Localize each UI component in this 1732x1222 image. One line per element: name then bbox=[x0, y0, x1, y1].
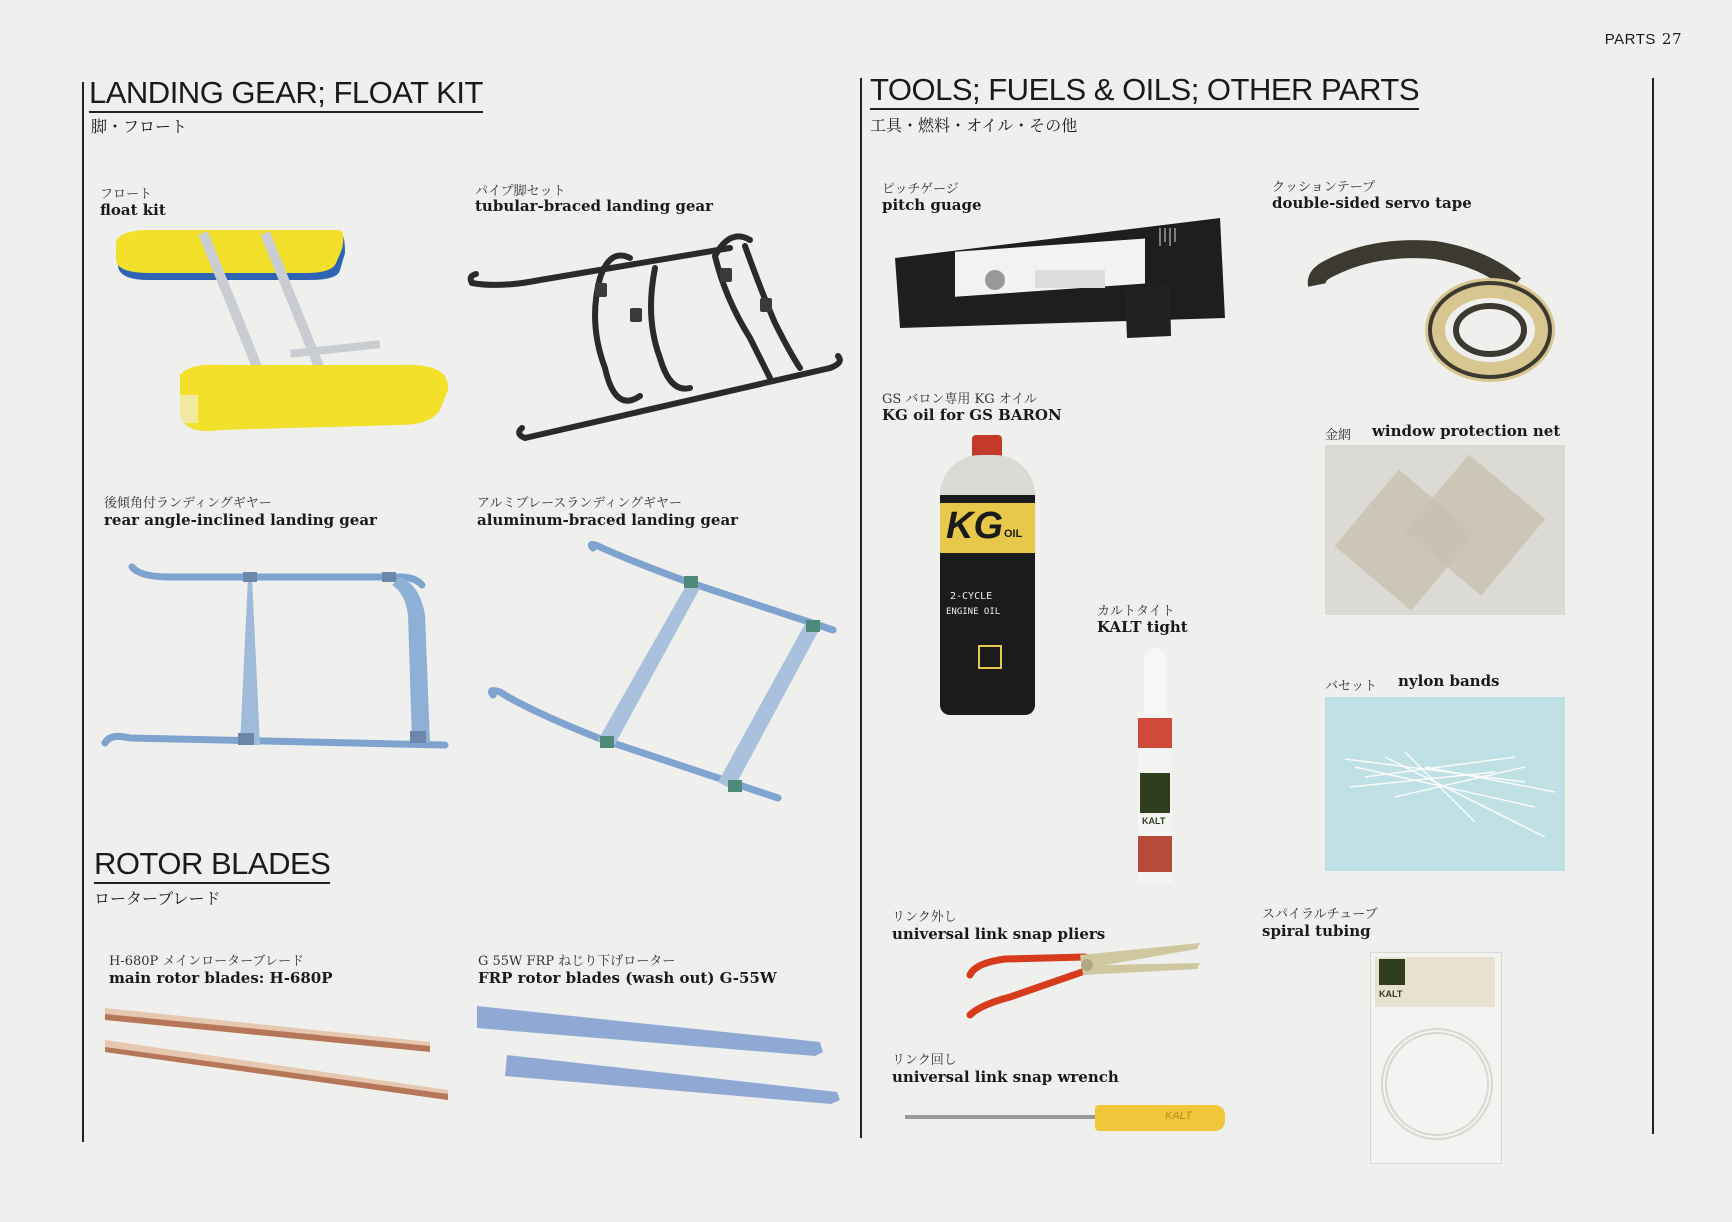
oil-can-logo bbox=[978, 645, 1002, 669]
pitch-gauge-image bbox=[895, 218, 1225, 343]
kg-oil-caption-en: KG oil for GS BARON bbox=[882, 406, 1062, 424]
wrench-label: KALT bbox=[1165, 1110, 1192, 1122]
nylon-bands-image bbox=[1325, 697, 1565, 871]
protection-net-caption-en: window protection net bbox=[1372, 422, 1561, 440]
left-margin-rule bbox=[82, 82, 84, 1142]
page-number: 27 bbox=[1661, 30, 1682, 48]
snap-wrench-image bbox=[905, 1103, 1225, 1133]
kalt-tight-caption-jp: カルトタイト bbox=[1097, 604, 1175, 619]
main-rotor-caption-en: main rotor blades: H-680P bbox=[109, 969, 333, 987]
spiral-coil bbox=[1381, 1028, 1493, 1140]
spiral-tubing-caption-en: spiral tubing bbox=[1262, 922, 1371, 940]
frp-rotor-caption-jp: G 55W FRP ねじり下げローター bbox=[478, 954, 676, 969]
landing-gear-title: LANDING GEAR; FLOAT KIT bbox=[89, 76, 483, 113]
pack-logo bbox=[1379, 959, 1405, 985]
snap-wrench-caption-jp: リンク回し bbox=[892, 1053, 957, 1068]
right-margin-rule bbox=[1652, 78, 1654, 1134]
rotor-blades-title: ROTOR BLADES bbox=[94, 847, 330, 884]
spiral-tubing-pack bbox=[1370, 952, 1502, 1164]
aluminum-gear-caption-en: aluminum-braced landing gear bbox=[477, 511, 739, 529]
protection-net-caption-jp: 金網 bbox=[1325, 428, 1352, 443]
nylon-bands-caption-jp: バセット bbox=[1325, 679, 1378, 694]
pitch-gauge-caption-jp: ピッチゲージ bbox=[882, 182, 959, 197]
snap-wrench-caption-en: universal link snap wrench bbox=[892, 1068, 1119, 1086]
kalt-tight-caption-en: KALT tight bbox=[1097, 618, 1188, 636]
tubular-gear-image bbox=[470, 228, 850, 448]
tube-red-band-2 bbox=[1138, 836, 1172, 872]
oil-sub-label: OIL bbox=[1004, 528, 1023, 540]
frp-rotor-caption-en: FRP rotor blades (wash out) G-55W bbox=[478, 969, 777, 987]
aluminum-gear-image bbox=[488, 540, 848, 810]
main-rotor-blades-image bbox=[100, 1000, 460, 1105]
wrench-shaft bbox=[905, 1115, 1095, 1119]
kalt-tight-label: KALT bbox=[1142, 816, 1166, 826]
pitch-gauge-caption-en: pitch guage bbox=[882, 196, 982, 214]
oil-brand-label: KG bbox=[946, 505, 1003, 547]
oil-can-cap bbox=[972, 435, 1002, 457]
kg-oil-caption-jp: GS バロン専用 KG オイル bbox=[882, 392, 1038, 407]
spiral-pack-label: KALT bbox=[1379, 989, 1403, 999]
rotor-blades-subtitle: ローターブレード bbox=[94, 889, 221, 908]
wrench-handle bbox=[1095, 1105, 1225, 1131]
servo-tape-caption-jp: クッションテープ bbox=[1272, 180, 1376, 195]
kalt-tight-tube bbox=[1138, 648, 1172, 883]
tools-subtitle: 工具・燃料・オイル・その他 bbox=[870, 116, 1078, 135]
tube-red-band bbox=[1138, 718, 1172, 748]
tubular-gear-caption-jp: パイプ脚セット bbox=[475, 184, 566, 199]
float-kit-image bbox=[110, 225, 460, 455]
kg-oil-can bbox=[940, 435, 1035, 715]
servo-tape-image bbox=[1315, 230, 1565, 380]
snap-pliers-image bbox=[965, 935, 1205, 1025]
tube-logo bbox=[1140, 773, 1170, 813]
tubular-gear-caption-en: tubular-braced landing gear bbox=[475, 197, 714, 215]
snap-pliers-caption-jp: リンク外し bbox=[892, 910, 957, 925]
float-kit-caption-jp: フロート bbox=[100, 187, 153, 202]
main-rotor-caption-jp: H-680P メインローターブレード bbox=[109, 954, 304, 969]
oil-line1-label: 2-CYCLE bbox=[950, 591, 993, 602]
servo-tape-caption-en: double-sided servo tape bbox=[1272, 194, 1472, 212]
aluminum-gear-caption-jp: アルミブレースランディングギヤー bbox=[477, 496, 683, 511]
rear-angle-gear-caption-en: rear angle-inclined landing gear bbox=[104, 511, 377, 529]
rear-angle-gear-caption-jp: 後傾角付ランディングギヤー bbox=[104, 496, 272, 511]
center-divider-rule bbox=[860, 78, 862, 1138]
oil-line2-label: ENGINE OIL bbox=[946, 607, 1001, 617]
frp-rotor-blades-image bbox=[475, 1000, 845, 1110]
protection-net-image bbox=[1325, 445, 1565, 615]
page-number-header bbox=[1605, 30, 1682, 48]
nylon-bands-caption-en: nylon bands bbox=[1398, 672, 1500, 690]
rear-angle-gear-image bbox=[100, 555, 460, 755]
snap-pliers-caption-en: universal link snap pliers bbox=[892, 925, 1106, 943]
section-label: PARTS bbox=[1604, 31, 1656, 48]
oil-can-top bbox=[940, 455, 1035, 500]
tools-title: TOOLS; FUELS & OILS; OTHER PARTS bbox=[870, 73, 1419, 110]
spiral-tubing-caption-jp: スパイラルチューブ bbox=[1262, 907, 1378, 922]
landing-gear-subtitle: 脚・フロート bbox=[91, 117, 188, 136]
float-kit-caption-en: float kit bbox=[100, 201, 166, 219]
tube-nozzle bbox=[1144, 648, 1166, 718]
